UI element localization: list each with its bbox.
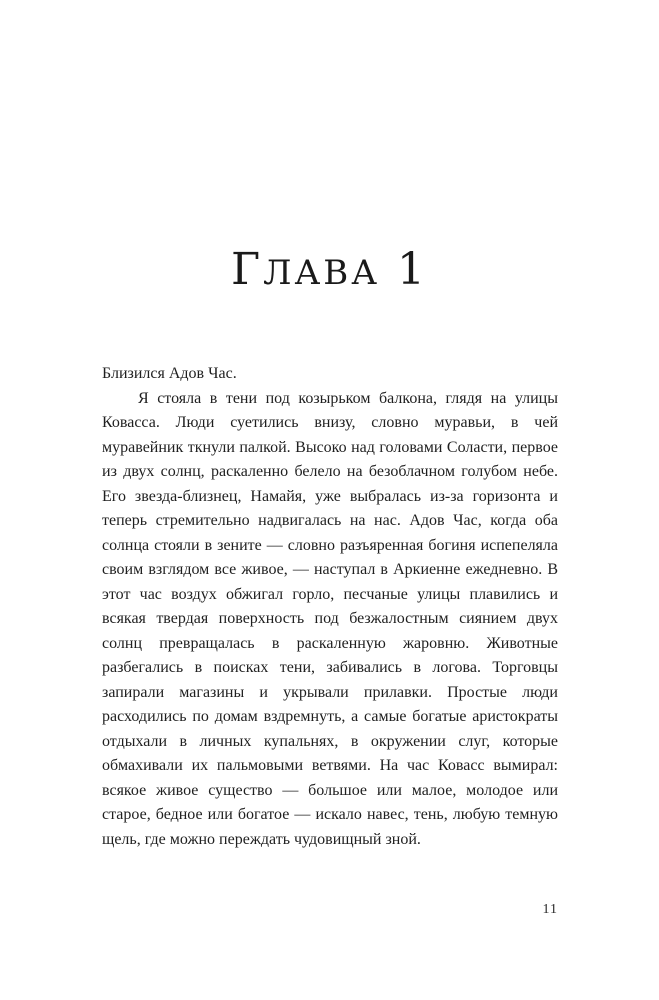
page-number: 11 <box>542 902 558 917</box>
chapter-title-initial: Г <box>231 244 264 295</box>
chapter-title <box>0 240 659 303</box>
chapter-title-smallcaps: ЛАВА <box>263 253 380 293</box>
chapter-number: 1 <box>397 244 428 295</box>
paragraph-opening: Близился Адов Час. <box>102 365 237 382</box>
paragraph-main: Я стояла в тени под козырьком балкона, глядя на улицы Ковасса. Люди суетились внизу, словно муравьи, в чей муравейник ткнули палкой. Высоко над головами Соласти, первое из двух солнц, раскаленно белело на безоблачном голубом небе. Его звезда-близнец, Намайя, уже выбралась из-за горизонта и теперь стремительно надвигалась на нас. Адов Час, когда оба солнца стояли в зените — словно разъяренная богиня испепеляла своим взглядом все живое, — наступал в Аркиенне ежедневно. В этот час воздух обжигал горло, песчаные улицы плавились и всякая твердая поверхность под безжалостным сиянием двух солнц превращалась в раскаленную жаровню. Животные разбегались в поисках тени, забивались в логова. Торговцы запирали магазины и укрывали прилавки. Простые люди расходились по домам вздремнуть, а самые богатые аристократы отдыхали в личных купальнях, в окружении слуг, которые обмахивали их пальмовыми ветвями. На час Ковасс вымирал: всякое живое существо — большое или малое, молодое или старое, бедное или богатое — искало навес, тень, любую темную щель, где можно переждать чудовищный зной. <box>102 389 558 848</box>
chapter-body <box>102 362 558 852</box>
